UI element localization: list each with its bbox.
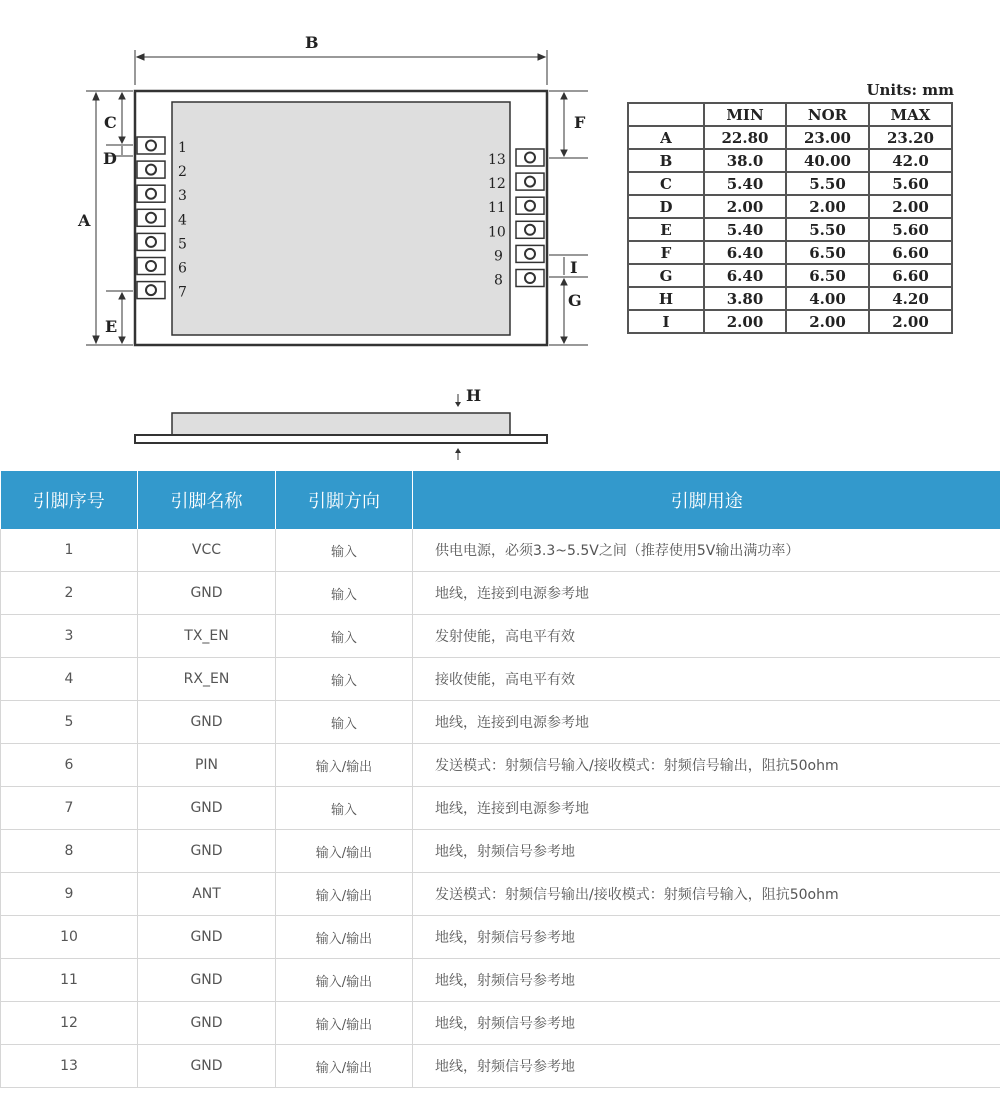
pin-number-label: 13 (488, 152, 506, 168)
dim-label-i: I (570, 258, 578, 277)
table-row (1, 1002, 1000, 1045)
pin-usage-cell: 地线，射频信号参考地 (413, 959, 1000, 1002)
pin-number-cell: 11 (1, 959, 138, 1002)
dim-cell-label: H (628, 287, 704, 310)
pin-usage-cell: 地线，射频信号参考地 (413, 1002, 1000, 1045)
pin-direction-cell: 输入/输出 (276, 830, 413, 873)
dim-cell-min: 6.40 (704, 241, 786, 264)
dim-header-max: MAX (869, 103, 952, 126)
dim-cell-label: A (628, 126, 704, 149)
pin-direction-cell: 输入/输出 (276, 916, 413, 959)
pin-usage-cell: 地线，射频信号参考地 (413, 1045, 1000, 1088)
pin-name-cell: GND (138, 701, 276, 744)
pin-number-label: 11 (488, 200, 506, 217)
dim-cell-label: I (628, 310, 704, 333)
dimension-row (628, 287, 952, 310)
pin-pad-left (137, 137, 165, 154)
dim-cell-max: 23.20 (869, 126, 952, 149)
table-row (1, 701, 1000, 744)
pin-number-cell: 9 (1, 873, 138, 916)
dim-label-a: A (78, 211, 91, 230)
header-pin-number: 引脚序号 (1, 471, 138, 529)
pin-number-cell: 1 (1, 529, 138, 572)
dim-cell-nor: 23.00 (786, 126, 869, 149)
dimension-row (628, 310, 952, 333)
pin-usage-cell: 发送模式：射频信号输入/接收模式：射频信号输出，阻抗50ohm (413, 744, 1000, 787)
dim-cell-nor: 40.00 (786, 149, 869, 172)
dim-label-c: C (104, 113, 117, 132)
pin-name-cell: PIN (138, 744, 276, 787)
pin-number-label: 8 (494, 272, 503, 289)
pin-pad-left (137, 282, 165, 299)
dim-cell-max: 6.60 (869, 241, 952, 264)
dim-cell-label: D (628, 195, 704, 218)
dim-cell-nor: 2.00 (786, 310, 869, 333)
pin-number-label: 4 (178, 212, 187, 229)
pin-pad-left (137, 209, 165, 226)
pin-usage-cell: 发射使能，高电平有效 (413, 615, 1000, 658)
dim-cell-nor: 4.00 (786, 287, 869, 310)
dim-cell-min: 2.00 (704, 195, 786, 218)
pin-pad-right (516, 270, 544, 287)
pin-pad-right (516, 245, 544, 262)
pin-pad-right (516, 221, 544, 238)
pin-usage-cell: 供电电源，必须3.3~5.5V之间（推荐使用5V输出满功率） (413, 529, 1000, 572)
pin-direction-cell: 输入/输出 (276, 959, 413, 1002)
dim-cell-label: F (628, 241, 704, 264)
pin-usage-cell: 地线，射频信号参考地 (413, 830, 1000, 873)
pin-name-cell: GND (138, 959, 276, 1002)
pin-usage-cell: 接收使能，高电平有效 (413, 658, 1000, 701)
dim-header-nor: NOR (786, 103, 869, 126)
pin-number-cell: 10 (1, 916, 138, 959)
table-row (1, 787, 1000, 830)
pin-usage-cell: 地线，连接到电源参考地 (413, 701, 1000, 744)
dim-cell-max: 6.60 (869, 264, 952, 287)
dimension-row (628, 149, 952, 172)
dim-cell-nor: 5.50 (786, 172, 869, 195)
dimension-row (628, 126, 952, 149)
table-row (1, 959, 1000, 1002)
header-pin-direction: 引脚方向 (276, 471, 413, 529)
pin-number-cell: 12 (1, 1002, 138, 1045)
pin-name-cell: GND (138, 572, 276, 615)
dimension-table-header (628, 103, 952, 126)
dim-label-g: G (568, 291, 582, 310)
pin-usage-cell: 地线，射频信号参考地 (413, 916, 1000, 959)
dimension-row (628, 195, 952, 218)
pin-pad-left (137, 233, 165, 250)
pin-direction-cell: 输入 (276, 615, 413, 658)
pin-direction-cell: 输入 (276, 572, 413, 615)
table-row (1, 658, 1000, 701)
dim-cell-nor: 5.50 (786, 218, 869, 241)
pin-number-label: 1 (178, 140, 187, 156)
header-pin-name: 引脚名称 (138, 471, 276, 529)
pin-number-label: 3 (178, 188, 187, 205)
pin-direction-cell: 输入 (276, 787, 413, 830)
module-drawing (0, 0, 620, 470)
pin-number-label: 6 (178, 260, 187, 277)
pin-pad-left (137, 258, 165, 275)
header-pin-usage: 引脚用途 (413, 471, 1000, 529)
dim-header-blank (628, 103, 704, 126)
pin-direction-cell: 输入/输出 (276, 744, 413, 787)
pin-number-cell: 3 (1, 615, 138, 658)
dim-cell-min: 38.0 (704, 149, 786, 172)
table-row (1, 830, 1000, 873)
dim-header-min: MIN (704, 103, 786, 126)
dim-cell-label: E (628, 218, 704, 241)
dim-cell-max: 2.00 (869, 310, 952, 333)
pin-number-label: 9 (494, 248, 503, 265)
dim-cell-max: 5.60 (869, 172, 952, 195)
pin-name-cell: GND (138, 916, 276, 959)
pin-direction-cell: 输入/输出 (276, 1045, 413, 1088)
dim-cell-label: G (628, 264, 704, 287)
pin-number-cell: 4 (1, 658, 138, 701)
dim-label-f: F (574, 113, 586, 132)
dim-label-h: H (466, 386, 482, 405)
pin-name-cell: TX_EN (138, 615, 276, 658)
dim-cell-min: 5.40 (704, 218, 786, 241)
table-row (1, 572, 1000, 615)
table-row (1, 1045, 1000, 1088)
pin-number-cell: 6 (1, 744, 138, 787)
pin-number-label: 10 (488, 224, 506, 241)
pin-number-cell: 5 (1, 701, 138, 744)
table-row (1, 916, 1000, 959)
dimension-row (628, 241, 952, 264)
pin-number-cell: 2 (1, 572, 138, 615)
dim-label-b: B (305, 33, 319, 52)
pin-name-cell: GND (138, 787, 276, 830)
pin-number-label: 7 (178, 284, 187, 301)
dimension-table (627, 102, 953, 334)
pin-pad-right (516, 173, 544, 190)
dim-cell-max: 4.20 (869, 287, 952, 310)
pin-name-cell: GND (138, 1002, 276, 1045)
dim-label-e: E (105, 317, 118, 336)
dim-cell-label: B (628, 149, 704, 172)
pin-direction-cell: 输入 (276, 658, 413, 701)
dimension-row (628, 218, 952, 241)
pin-usage-cell: 地线，连接到电源参考地 (413, 572, 1000, 615)
pin-pad-left (137, 185, 165, 202)
pin-table (0, 471, 1000, 1088)
pin-direction-cell: 输入 (276, 701, 413, 744)
pin-pad-right (516, 197, 544, 214)
dimension-row (628, 264, 952, 287)
left-pin-pads (137, 137, 165, 299)
dim-cell-max: 2.00 (869, 195, 952, 218)
pin-name-cell: GND (138, 1045, 276, 1088)
pin-pad-left (137, 161, 165, 178)
pin-name-cell: GND (138, 830, 276, 873)
dim-cell-min: 22.80 (704, 126, 786, 149)
dim-cell-label: C (628, 172, 704, 195)
pin-number-cell: 7 (1, 787, 138, 830)
pin-direction-cell: 输入/输出 (276, 1002, 413, 1045)
pin-number-label: 2 (178, 164, 187, 181)
table-row (1, 873, 1000, 916)
pin-direction-cell: 输入 (276, 529, 413, 572)
pin-name-cell: VCC (138, 529, 276, 572)
pin-usage-cell: 地线，连接到电源参考地 (413, 787, 1000, 830)
dim-cell-min: 6.40 (704, 264, 786, 287)
dim-cell-nor: 2.00 (786, 195, 869, 218)
dim-cell-max: 5.60 (869, 218, 952, 241)
dimension-row (628, 172, 952, 195)
pin-number-cell: 8 (1, 830, 138, 873)
dim-cell-max: 42.0 (869, 149, 952, 172)
table-row (1, 744, 1000, 787)
pin-number-cell: 13 (1, 1045, 138, 1088)
pin-name-cell: RX_EN (138, 658, 276, 701)
units-label: Units: mm (866, 81, 954, 99)
pin-direction-cell: 输入/输出 (276, 873, 413, 916)
pin-number-label: 5 (178, 236, 187, 253)
table-row (1, 529, 1000, 572)
dim-cell-min: 5.40 (704, 172, 786, 195)
pin-table-header (1, 471, 1000, 529)
pin-usage-cell: 发送模式：射频信号输出/接收模式：射频信号输入，阻抗50ohm (413, 873, 1000, 916)
pin-number-label: 12 (488, 176, 506, 193)
dim-label-d: D (103, 149, 117, 168)
pin-name-cell: ANT (138, 873, 276, 916)
dim-cell-min: 2.00 (704, 310, 786, 333)
table-row (1, 615, 1000, 658)
dim-cell-min: 3.80 (704, 287, 786, 310)
dim-cell-nor: 6.50 (786, 241, 869, 264)
dim-cell-nor: 6.50 (786, 264, 869, 287)
pin-pad-right (516, 149, 544, 166)
